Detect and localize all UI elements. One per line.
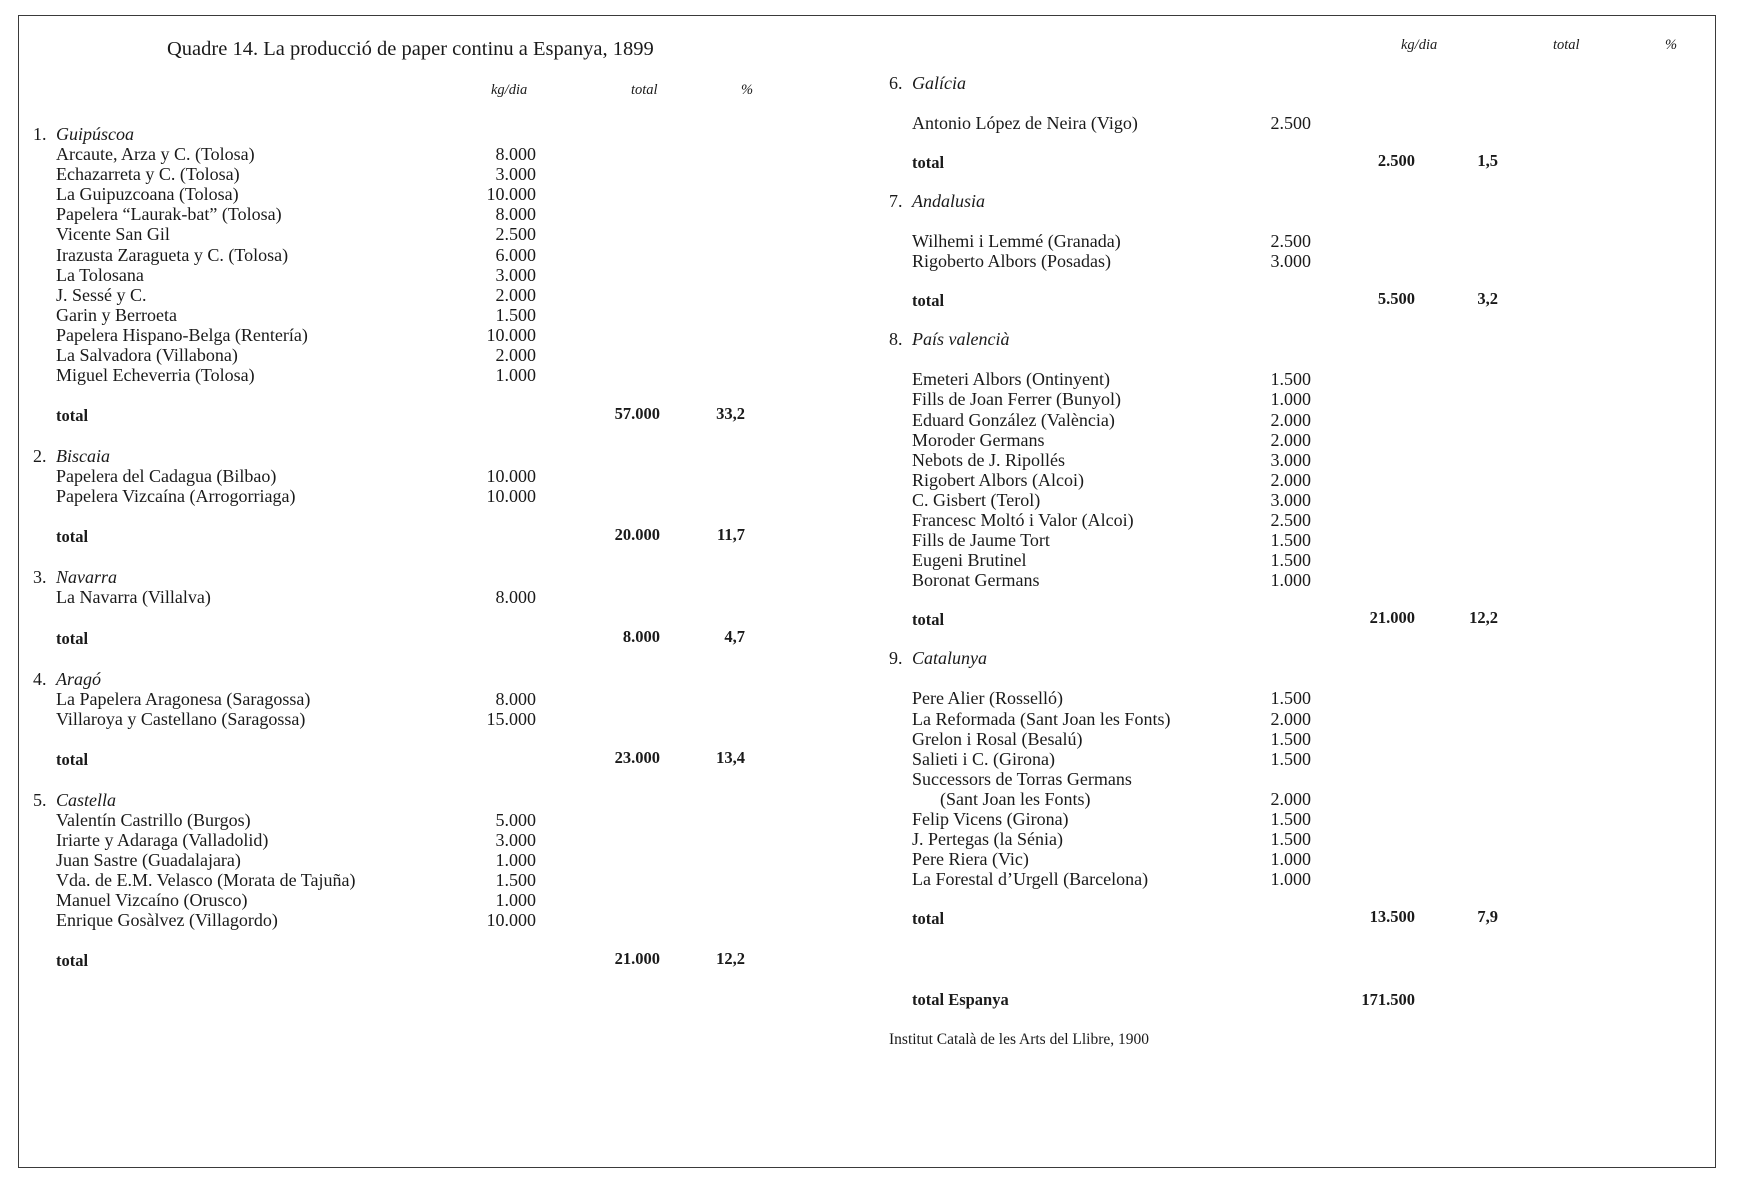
entry-name: (Sant Joan les Fonts) <box>940 788 1091 809</box>
header-kg-right: kg/dia <box>1401 37 1438 53</box>
section-number: 5. <box>33 789 47 810</box>
entry-name: Manuel Vizcaíno (Orusco) <box>56 890 248 911</box>
entry-kg: 1.000 <box>1270 869 1311 890</box>
entry-kg: 8.000 <box>495 587 536 608</box>
entry-kg: 2.000 <box>1270 708 1311 729</box>
section-pct: 33,2 <box>716 404 745 424</box>
entry-kg: 10.000 <box>486 184 536 205</box>
entry-name: Eduard González (València) <box>912 409 1115 430</box>
section-total-label: total <box>56 628 89 648</box>
entry-name: Rigoberto Albors (Posadas) <box>912 251 1111 272</box>
section-total-label: total <box>912 909 945 929</box>
entry-kg: 3.000 <box>1270 489 1311 510</box>
section-pct: 4,7 <box>724 626 745 646</box>
entry-name: J. Pertegas (la Sénia) <box>912 829 1063 850</box>
entry-name: Papelera del Cadagua (Bilbao) <box>56 466 277 487</box>
section-total: 20.000 <box>614 525 660 545</box>
entry-name: Enrique Gosàlvez (Villagordo) <box>56 910 278 931</box>
entry-kg: 1.500 <box>1270 369 1311 390</box>
section-name: Navarra <box>56 567 118 588</box>
entry-name: Vicente San Gil <box>56 224 170 245</box>
entry-kg: 1.500 <box>495 870 536 890</box>
entry-name: Grelon i Rosal (Besalú) <box>912 728 1083 749</box>
entry-kg: 2.500 <box>1270 113 1311 133</box>
entry-kg: 2.500 <box>495 224 536 245</box>
section-number: 2. <box>33 446 47 467</box>
grand-total-label: total Espanya <box>912 990 1009 1009</box>
entry-name: La Guipuzcoana (Tolosa) <box>56 184 239 205</box>
header-total-left: total <box>631 82 658 98</box>
entry-name: Miguel Echeverria (Tolosa) <box>56 365 255 386</box>
entry-name: Francesc Moltó i Valor (Alcoi) <box>912 510 1134 530</box>
entry-name: La Salvadora (Villabona) <box>56 345 238 365</box>
header-pct-left: % <box>741 82 754 98</box>
section-number: 1. <box>33 124 47 144</box>
entry-kg: 1.500 <box>1270 550 1311 571</box>
entry-kg: 1.500 <box>1270 809 1311 829</box>
entry-name: Nebots de J. Ripollés <box>912 449 1065 470</box>
section-name: Aragó <box>56 668 101 689</box>
entry-name: Juan Sastre (Guadalajara) <box>56 849 241 870</box>
entry-kg: 1.000 <box>1270 389 1311 410</box>
entry-name: Papelera Hispano-Belga (Rentería) <box>56 324 308 345</box>
entry-name: La Navarra (Villalva) <box>56 587 211 608</box>
entry-name: Emeteri Albors (Ontinyent) <box>912 369 1110 390</box>
section-total-label: total <box>912 153 945 173</box>
entry-name: J. Sessé y C. <box>56 284 147 305</box>
grand-total-value: 171.500 <box>1361 990 1415 1009</box>
section-total-label: total <box>56 527 89 547</box>
entry-kg: 1.500 <box>1270 530 1311 551</box>
entry-kg: 1.500 <box>1270 728 1311 749</box>
entry-name: Pere Riera (Vic) <box>912 849 1029 870</box>
entry-name: Successors de Torras Germans <box>912 768 1132 789</box>
entry-kg: 10.000 <box>486 324 536 345</box>
entry-kg: 8.000 <box>495 204 536 225</box>
entry-kg: 3.000 <box>1270 449 1311 470</box>
entry-name: Boronat Germans <box>912 570 1040 591</box>
section-total-label: total <box>912 610 945 630</box>
entry-name: Arcaute, Arza y C. (Tolosa) <box>56 144 255 164</box>
entry-kg: 5.000 <box>495 809 536 830</box>
entry-kg: 2.000 <box>495 345 536 365</box>
section-name: Galícia <box>912 73 966 93</box>
entry-kg: 2.500 <box>1270 510 1311 530</box>
section-name: Andalusia <box>912 191 986 212</box>
entry-name: Fills de Jaume Tort <box>912 530 1050 551</box>
header-total-right: total <box>1553 37 1580 53</box>
entry-kg: 1.500 <box>1270 688 1311 709</box>
section-number: 9. <box>889 648 903 669</box>
table-frame <box>18 15 1716 1168</box>
section-name: Castella <box>56 789 117 810</box>
section-name: Guipúscoa <box>56 124 134 144</box>
entry-kg: 3.000 <box>495 264 536 285</box>
entry-name: Fills de Joan Ferrer (Bunyol) <box>912 389 1121 410</box>
entry-kg: 1.000 <box>495 890 536 911</box>
entry-kg: 1.000 <box>495 365 536 386</box>
entry-name: C. Gisbert (Terol) <box>912 489 1041 510</box>
table-title: Quadre 14. La producció de paper continu a Espanya, 1899 <box>167 38 654 60</box>
section-number: 7. <box>889 191 903 212</box>
entry-name: Pere Alier (Rosselló) <box>912 688 1063 709</box>
section-total: 2.500 <box>1377 151 1415 171</box>
section-number: 4. <box>33 668 47 689</box>
section-total: 21.000 <box>614 949 660 969</box>
entry-kg: 6.000 <box>495 244 536 265</box>
entry-name: Antonio López de Neira (Vigo) <box>912 113 1138 133</box>
entry-name: Irazusta Zaragueta y C. (Tolosa) <box>56 244 289 265</box>
header-pct-right: % <box>1665 37 1678 53</box>
entry-kg: 1.500 <box>1270 829 1311 850</box>
entry-name: Eugeni Brutinel <box>912 550 1027 571</box>
entry-name: Garin y Berroeta <box>56 304 177 325</box>
entry-kg: 1.000 <box>495 849 536 870</box>
entry-name: Echazarreta y C. (Tolosa) <box>56 164 240 185</box>
entry-name: Villaroya y Castellano (Saragossa) <box>56 708 306 729</box>
entry-name: La Tolosana <box>56 264 144 285</box>
entry-name: Moroder Germans <box>912 429 1045 450</box>
entry-name: Valentín Castrillo (Burgos) <box>56 809 251 830</box>
section-pct: 12,2 <box>716 949 745 969</box>
entry-name: Felip Vicens (Girona) <box>912 809 1069 829</box>
section-name: Catalunya <box>912 648 987 669</box>
section-total: 23.000 <box>614 747 660 767</box>
entry-kg: 1.000 <box>1270 570 1311 591</box>
section-pct: 7,9 <box>1477 907 1498 927</box>
entry-kg: 10.000 <box>486 466 536 487</box>
entry-name: La Papelera Aragonesa (Saragossa) <box>56 688 311 709</box>
section-pct: 1,5 <box>1477 151 1498 171</box>
section-name: País valencià <box>912 329 1010 350</box>
section-name: Biscaia <box>56 446 110 467</box>
entry-name: Wilhemi i Lemmé (Granada) <box>912 231 1121 252</box>
entry-name: Papelera Vizcaína (Arrogorriaga) <box>56 486 296 507</box>
entry-kg: 2.000 <box>1270 469 1311 490</box>
entry-kg: 10.000 <box>486 486 536 507</box>
source-note: Institut Català de les Arts del Llibre, 1900 <box>889 1031 1150 1048</box>
section-total: 21.000 <box>1369 608 1415 628</box>
entry-name: Vda. de E.M. Velasco (Morata de Tajuña) <box>56 870 356 890</box>
entry-kg: 8.000 <box>495 688 536 709</box>
entry-name: Salieti i C. (Girona) <box>912 748 1055 769</box>
entry-kg: 2.000 <box>1270 788 1311 809</box>
entry-kg: 10.000 <box>486 910 536 931</box>
entry-kg: 2.000 <box>1270 429 1311 450</box>
section-pct: 3,2 <box>1477 289 1498 309</box>
section-pct: 11,7 <box>717 525 745 545</box>
entry-name: Papelera “Laurak-bat” (Tolosa) <box>56 204 282 225</box>
section-number: 8. <box>889 329 903 350</box>
entry-kg: 8.000 <box>495 144 536 164</box>
section-total: 8.000 <box>622 626 660 646</box>
section-total: 13.500 <box>1369 907 1415 927</box>
entry-name: Rigobert Albors (Alcoi) <box>912 469 1084 490</box>
entry-kg: 1.500 <box>1270 748 1311 769</box>
entry-kg: 2.000 <box>1270 409 1311 430</box>
entry-kg: 2.000 <box>495 284 536 305</box>
entry-kg: 1.000 <box>1270 849 1311 870</box>
entry-kg: 3.000 <box>495 164 536 185</box>
entry-kg: 1.500 <box>495 304 536 325</box>
section-total: 57.000 <box>614 404 660 424</box>
entry-kg: 3.000 <box>495 829 536 850</box>
section-total-label: total <box>56 749 89 769</box>
entry-kg: 3.000 <box>1270 251 1311 272</box>
entry-name: La Reformada (Sant Joan les Fonts) <box>912 708 1171 729</box>
section-total-label: total <box>56 951 89 971</box>
section-pct: 13,4 <box>716 747 745 767</box>
section-total-label: total <box>56 406 89 426</box>
section-total: 5.500 <box>1377 289 1415 309</box>
entry-name: Iriarte y Adaraga (Valladolid) <box>56 829 269 850</box>
section-number: 3. <box>33 567 47 588</box>
section-pct: 12,2 <box>1469 608 1498 628</box>
entry-kg: 15.000 <box>486 708 536 729</box>
section-total-label: total <box>912 291 945 311</box>
entry-name: La Forestal d’Urgell (Barcelona) <box>912 869 1149 890</box>
section-number: 6. <box>889 73 903 93</box>
header-kg-left: kg/dia <box>491 82 528 98</box>
entry-kg: 2.500 <box>1270 231 1311 252</box>
